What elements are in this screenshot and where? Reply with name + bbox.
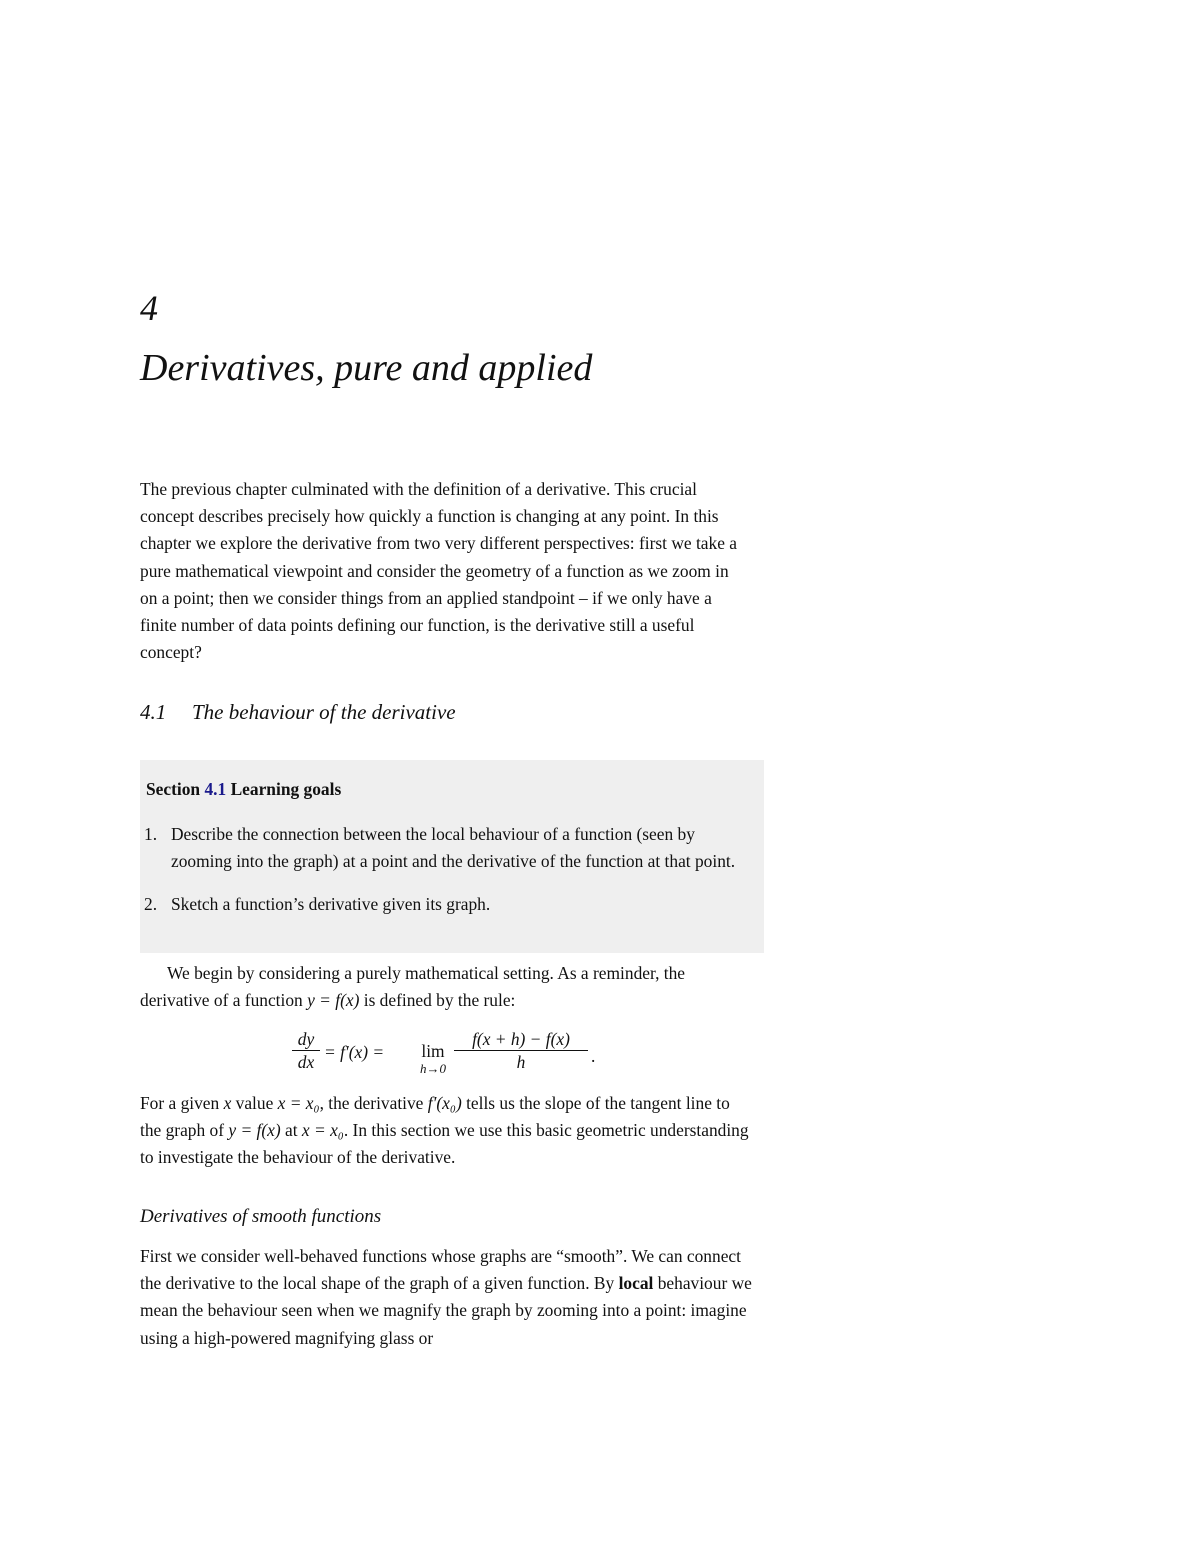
goals-title-prefix: Section [146, 779, 201, 799]
rhs-fraction [454, 1028, 588, 1073]
text-run: For a given [140, 1093, 224, 1113]
chapter-number: 4 [140, 288, 158, 328]
math-inline: x = x₀ [301, 1120, 344, 1141]
chapter-title: Derivatives, pure and applied [140, 347, 593, 389]
text-run: . In this section we use this basic geometric understanding to investigate the behaviour of the derivative. [140, 1120, 749, 1168]
lim-text: lim [421, 1041, 445, 1061]
text-run: value [231, 1093, 278, 1113]
section-link[interactable]: 4.1 [204, 779, 227, 799]
text-run: is defined by the rule: [359, 990, 516, 1011]
bold-term: local [618, 1273, 654, 1294]
learning-goals-title [146, 776, 341, 802]
text-run: , the derivative [319, 1093, 428, 1113]
section-title: The behaviour of the derivative [192, 700, 456, 724]
text-run: tells us the slope of the tangent line to the graph of [140, 1093, 730, 1141]
math-inline: x = x₀ [277, 1093, 320, 1113]
body-paragraph-smooth [140, 1243, 754, 1352]
intro-text: The previous chapter culminated with the definition of a derivative. This crucial concept describes precisely how quickly a function is changing at any point. In this chapter we explore the derivative from two very different perspectives: first we take a pure mathematical viewpoint and consider the geometry of a function as we zoom in on a point; then we consider things from an applied standpoint – if we only have a finite number of data points defining our function, is the derivative still a useful concept? [140, 479, 737, 663]
list-item-index: 2. [144, 894, 158, 915]
text-run: We begin by considering a purely mathematical setting. As a reminder, the derivative of a function [140, 963, 686, 1011]
equation-period: . [591, 1046, 596, 1066]
text-run: First we consider well-behaved functions whose graphs are “smooth”. We can connect the derivative to the local shape of the graph of a given function. By [140, 1246, 741, 1294]
lhs-numerator: dy [292, 1028, 320, 1051]
learning-goals-box [140, 760, 764, 953]
list-item-text: Describe the connection between the local behaviour of a function (seen by zooming into the graph) at a point and the derivative of the function at that point. [171, 824, 736, 872]
section-number: 4.1 [140, 700, 167, 724]
math-inline: x [223, 1093, 232, 1113]
lhs-denominator: dx [297, 1052, 315, 1072]
rhs-numerator: f(x + h) − f(x) [454, 1028, 588, 1051]
derivative-definition-equation [292, 1026, 612, 1080]
math-inline: y = f(x) [307, 990, 360, 1011]
learning-goals-list [140, 821, 756, 919]
body-paragraph-slope [140, 1090, 754, 1172]
intro-paragraph [140, 476, 750, 666]
body-paragraph-derivative-intro [140, 960, 754, 1014]
list-item-text: Sketch a function’s derivative given its graph. [171, 894, 491, 915]
lim-subscript: h→0 [420, 1061, 446, 1076]
subsection-heading: Derivatives of smooth functions [140, 1206, 382, 1227]
list-item [140, 891, 756, 918]
text-run: at [280, 1120, 302, 1141]
rhs-denominator: h [516, 1052, 526, 1072]
lhs-fraction [292, 1028, 320, 1073]
text-run: behaviour we mean the behaviour seen when we magnify the graph by zooming into a point: imagine using a high-powered magnifying glass or [140, 1273, 752, 1348]
limit-operator [416, 1042, 450, 1078]
goals-title-suffix: Learning goals [230, 779, 342, 799]
equation-middle: = f′(x) = [324, 1042, 385, 1062]
math-inline: f′(x₀) [427, 1093, 462, 1113]
list-item [140, 821, 756, 875]
section-heading [140, 697, 456, 727]
math-inline: y = f(x) [228, 1120, 281, 1141]
list-item-index: 1. [144, 824, 158, 844]
